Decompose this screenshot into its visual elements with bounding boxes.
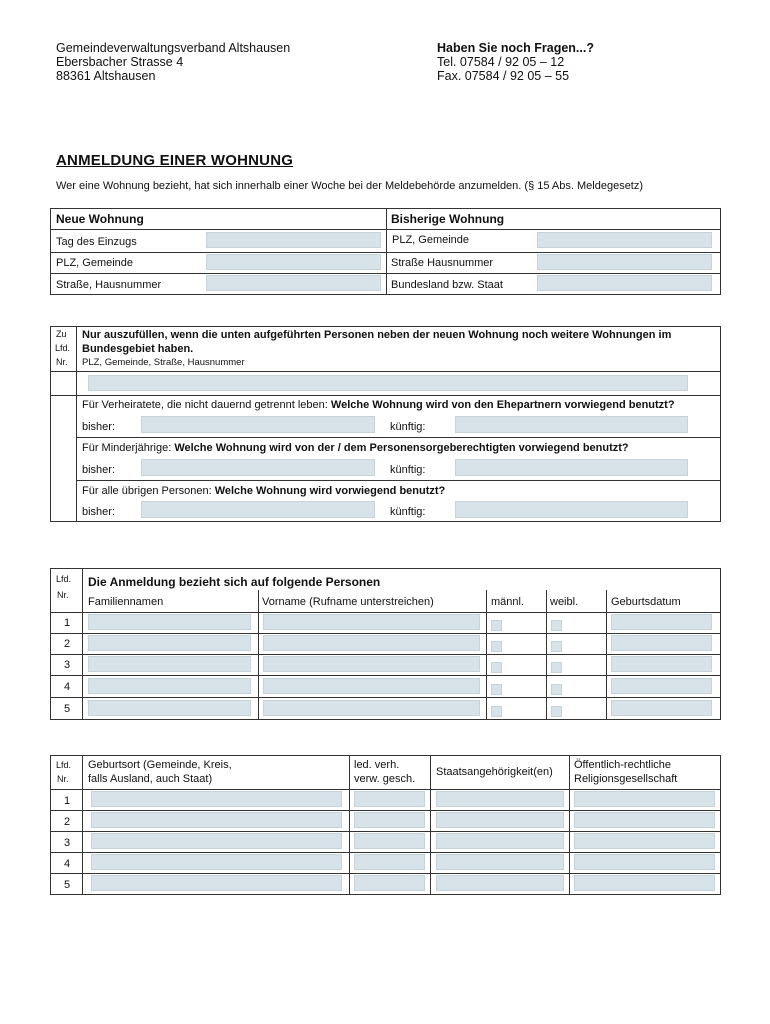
contact-info [437,41,594,83]
org-name: Gemeindeverwaltungsverband Altshausen [56,41,291,55]
geburtsort-field[interactable] [91,791,342,807]
religion-field[interactable] [574,833,715,849]
row-number: 3 [64,837,71,849]
col-geburtsdatum: Geburtsdatum [611,596,681,608]
geburtsort-field[interactable] [91,812,342,828]
geburtsdatum-field[interactable] [611,678,712,694]
label-kuenftig-2: künftig: [390,464,426,476]
intro-text: Wer eine Wohnung bezieht, hat sich innerhalb einer Woche bei der Meldebehörde anzumelden. (§ 15 Abs. Meldegesetz) [56,180,644,192]
neue-wohnung-heading: Neue Wohnung [56,212,144,226]
uebrige-kuenftig-field[interactable] [455,501,688,518]
vorname-field[interactable] [263,635,480,651]
org-city: 88361 Altshausen [56,69,156,83]
col-religion-line2: Religionsgesellschaft [574,773,678,785]
row-number: 1 [64,617,71,629]
col-nr: Nr. [56,357,68,367]
weiblich-checkbox[interactable] [551,684,562,695]
familienstand-field[interactable] [354,791,425,807]
vorname-field[interactable] [263,678,480,694]
org-street: Ebersbacher Strasse 4 [56,55,184,69]
section3-heading: Die Anmeldung bezieht sich auf folgende Personen [88,575,381,589]
alt-strasse-field[interactable] [537,254,712,270]
row-number: 2 [64,816,71,828]
row-number: 5 [64,703,71,715]
verheiratete-bisher-field[interactable] [141,416,375,433]
maennlich-checkbox[interactable] [491,662,502,673]
maennlich-checkbox[interactable] [491,641,502,652]
alt-plz-gemeinde-field[interactable] [537,232,712,248]
col-zu: Zu [56,329,67,339]
section2-heading: Nur auszufüllen, wenn die unten aufgeführten Personen neben der neuen Wohnung noch weitere Wohnungen im Bundesgebiet haben. [82,329,672,355]
geburtsort-field[interactable] [91,875,342,891]
staatsangehoerigkeit-field[interactable] [436,854,564,870]
maennlich-checkbox[interactable] [491,684,502,695]
geburtsort-field[interactable] [91,854,342,870]
familienname-field[interactable] [88,700,251,716]
staatsangehoerigkeit-field[interactable] [436,833,564,849]
col-staatsangehoerigkeit: Staatsangehörigkeit(en) [436,766,553,778]
neu-strasse-field[interactable] [206,275,381,291]
s4-col-lfd: Lfd. [56,760,72,770]
row-number: 3 [64,659,71,671]
row-number: 5 [64,879,71,891]
familienstand-field[interactable] [354,833,425,849]
geburtsdatum-field[interactable] [611,614,712,630]
vorname-field[interactable] [263,656,480,672]
organization-address [56,41,290,83]
label-bisher-1: bisher: [82,421,116,433]
col-geburtsort-line2: falls Ausland, auch Staat) [88,773,213,785]
religion-field[interactable] [574,854,715,870]
col-religion-line1: Öffentlich-rechtliche [574,759,672,771]
familienname-field[interactable] [88,656,251,672]
weiblich-checkbox[interactable] [551,620,562,631]
religion-field[interactable] [574,791,715,807]
row-number: 4 [64,681,71,693]
minderjaehrige-kuenftig-field[interactable] [455,459,688,476]
geburtsdatum-field[interactable] [611,635,712,651]
geburtsdatum-field[interactable] [611,700,712,716]
staatsangehoerigkeit-field[interactable] [436,791,564,807]
label-alt-strasse: Straße Hausnummer [391,257,494,269]
col-vorname: Vorname (Rufname unterstreichen) [262,596,434,608]
religion-field[interactable] [574,812,715,828]
label-bundesland: Bundesland bzw. Staat [391,279,503,291]
s4-col-nr: Nr. [57,774,69,784]
verheiratete-kuenftig-field[interactable] [455,416,688,433]
weitere-wohnung-adresse-field[interactable] [88,375,688,391]
label-bisher-2: bisher: [82,464,116,476]
contact-title: Haben Sie noch Fragen...? [437,41,594,55]
label-bisher-3: bisher: [82,506,116,518]
familienname-field[interactable] [88,678,251,694]
vorname-field[interactable] [263,614,480,630]
familienname-field[interactable] [88,614,251,630]
familienstand-field[interactable] [354,854,425,870]
col-familienname: Familiennamen [88,596,164,608]
row-number: 2 [64,638,71,650]
staatsangehoerigkeit-field[interactable] [436,875,564,891]
familienstand-field[interactable] [354,812,425,828]
col-familienstand-line2: verw. gesch. [354,773,416,785]
weiblich-checkbox[interactable] [551,662,562,673]
label-kuenftig-3: künftig: [390,506,426,518]
maennlich-checkbox[interactable] [491,706,502,717]
neu-plz-gemeinde-field[interactable] [206,254,381,270]
familienname-field[interactable] [88,635,251,651]
label-kuenftig-1: künftig: [390,421,426,433]
tag-des-einzugs-field[interactable] [206,232,381,248]
religion-field[interactable] [574,875,715,891]
question-uebrige: Für alle übrigen Personen: Welche Wohnung wird vorwiegend benutzt? [82,485,446,497]
row-number: 1 [64,795,71,807]
geburtsdatum-field[interactable] [611,656,712,672]
geburtsort-field[interactable] [91,833,342,849]
staatsangehoerigkeit-field[interactable] [436,812,564,828]
page-title: ANMELDUNG EINER WOHNUNG [56,152,294,169]
weiblich-checkbox[interactable] [551,706,562,717]
minderjaehrige-bisher-field[interactable] [141,459,375,476]
label-neu-plz-gemeinde: PLZ, Gemeinde [56,257,134,269]
col-lfd: Lfd. [55,343,71,353]
label-alt-plz-gemeinde: PLZ, Gemeinde [392,234,470,246]
row-number: 4 [64,858,71,870]
question-verheiratete: Für Verheiratete, die nicht dauernd getrennt leben: Welche Wohnung wird von den Ehepartnern vorwiegend benutzt? [82,399,675,411]
s3-col-lfd: Lfd. [56,574,72,584]
contact-fax: Fax. 07584 / 92 05 – 55 [437,69,570,83]
uebrige-bisher-field[interactable] [141,501,375,518]
maennlich-checkbox[interactable] [491,620,502,631]
bundesland-field[interactable] [537,275,712,291]
contact-tel: Tel. 07584 / 92 05 – 12 [437,55,565,69]
vorname-field[interactable] [263,700,480,716]
col-familienstand-line1: led. verh. [354,759,400,771]
weiblich-checkbox[interactable] [551,641,562,652]
familienstand-field[interactable] [354,875,425,891]
s3-col-nr: Nr. [57,590,69,600]
col-geburtsort-line1: Geburtsort (Gemeinde, Kreis, [88,759,232,771]
label-tag-des-einzugs: Tag des Einzugs [56,236,137,248]
section2-subheading: PLZ, Gemeinde, Straße, Hausnummer [82,357,245,368]
label-neu-strasse: Straße, Hausnummer [56,279,162,291]
bisherige-wohnung-heading: Bisherige Wohnung [391,212,505,226]
col-weiblich: weibl. [550,596,579,608]
question-minderjaehrige: Für Minderjährige: Welche Wohnung wird von der / dem Personensorgeberechtigten vorwiegend benutzt? [82,442,629,454]
col-maennlich: männl. [491,596,525,608]
